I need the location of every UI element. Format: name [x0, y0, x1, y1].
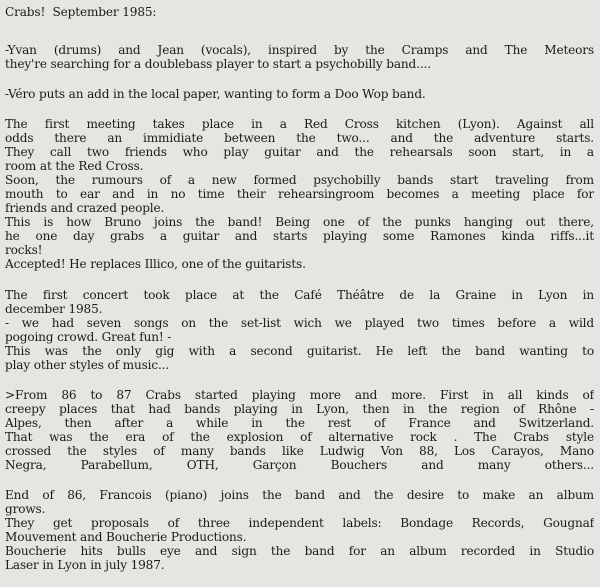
text-line: crossed the styles of many bands like Ludwig Von 88, Los Carayos, Mano: [5, 445, 594, 458]
text-line: Boucherie hits bulls eye and sign the band for an album recorded in Studio: [5, 545, 594, 558]
text-line: They get proposals of three independent labels: Bondage Records, Gougnaf: [5, 517, 594, 530]
text-line: -Yvan (drums) and Jean (vocals), inspired by the Cramps and The Meteors: [5, 44, 594, 57]
text-line: play other styles of music...: [5, 359, 170, 372]
text-line: he one day grabs a guitar and starts playing some Ramones kinda riffs...it: [5, 230, 594, 243]
text-line: Negra, Parabellum, OTH, Garçon Bouchers and many others...: [5, 459, 594, 472]
text-line: The first meeting takes place in a Red Cross kitchen (Lyon). Against all: [5, 118, 594, 131]
text-line: The first concert took place at the Café Théâtre de la Graine in Lyon in: [5, 289, 594, 302]
text-line: They call two friends who play guitar and the rehearsals soon start, in a: [5, 146, 594, 159]
text-line: rocks!: [5, 244, 43, 257]
text-line: Soon, the rumours of a new formed psychobilly bands start traveling from: [5, 174, 594, 187]
text-line: pogoing crowd. Great fun! -: [5, 331, 172, 344]
text-line: -Véro puts an add in the local paper, wanting to form a Doo Wop band.: [5, 88, 426, 101]
text-line: Accepted! He replaces Illico, one of the guitarists.: [5, 258, 306, 271]
text-line: End of 86, Francois (piano) joins the band and the desire to make an album: [5, 489, 594, 502]
text-line: creepy places that had bands playing in Lyon, then in the region of Rhône -: [5, 403, 594, 416]
text-line: That was the era of the explosion of alternative rock . The Crabs style: [5, 431, 594, 444]
text-line: odds there an immidiate between the two... and the adventure starts.: [5, 132, 594, 145]
text-line: This is how Bruno joins the band! Being one of the punks hanging out there,: [5, 216, 594, 229]
text-line: grows.: [5, 503, 46, 516]
text-line: room at the Red Cross.: [5, 160, 144, 173]
text-line: >From 86 to 87 Crabs started playing more and more. First in all kinds of: [5, 389, 594, 402]
document-heading: Crabs! September 1985:: [5, 6, 157, 19]
text-line: friends and crazed people.: [5, 202, 165, 215]
text-line: This was the only gig with a second guitarist. He left the band wanting to: [5, 345, 594, 358]
text-line: - we had seven songs on the set-list wich we played two times before a wild: [5, 317, 594, 330]
text-line: december 1985.: [5, 303, 103, 316]
text-line: Laser in Lyon in july 1987.: [5, 559, 165, 572]
text-line: Mouvement and Boucherie Productions.: [5, 531, 247, 544]
text-line: Alpes, then after a while in the rest of France and Switzerland.: [5, 417, 594, 430]
text-line: mouth to ear and in no time their rehearsingroom becomes a meeting place for: [5, 188, 594, 201]
text-line: they're searching for a doublebass player to start a psychobilly band....: [5, 58, 431, 71]
